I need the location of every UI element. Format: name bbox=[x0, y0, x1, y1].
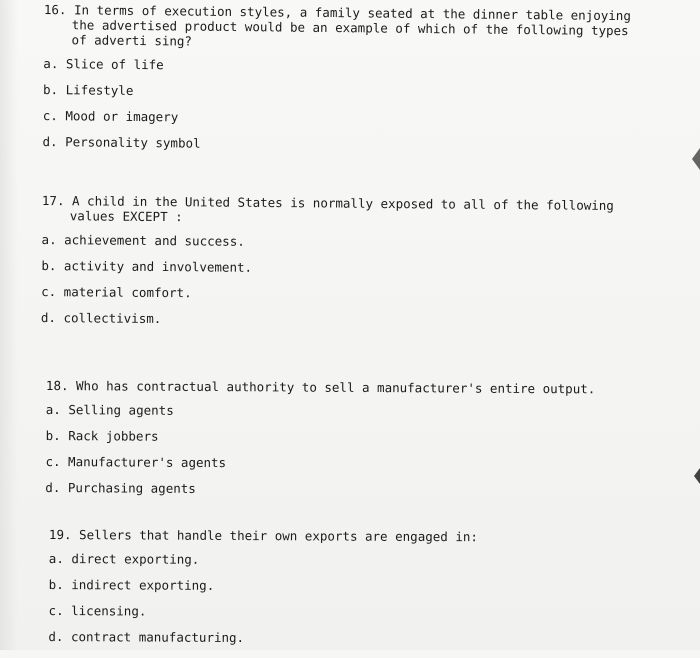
answer-option: a. direct exporting. bbox=[48, 550, 200, 567]
answer-option: a. Selling agents bbox=[45, 401, 174, 418]
question-stem: 19. Sellers that handle their own exports are engaged in: bbox=[48, 527, 478, 545]
page-edge-mark bbox=[694, 468, 700, 484]
question-17 bbox=[41, 193, 642, 341]
answer-option: d. Personality symbol bbox=[42, 133, 201, 151]
answer-option: c. material comfort. bbox=[41, 283, 192, 301]
answer-option: d. Purchasing agents bbox=[45, 479, 196, 496]
answer-option: c. Mood or imagery bbox=[42, 107, 179, 125]
answer-option: d. contract manufacturing. bbox=[48, 628, 245, 646]
page-shadow bbox=[0, 0, 18, 650]
answer-option: b. indirect exporting. bbox=[48, 576, 215, 593]
answer-option: b. Lifestyle bbox=[43, 81, 134, 98]
question-stem: 17. A child in the United States is normally exposed to all of the following values EXCEPT : bbox=[41, 193, 614, 225]
question-16 bbox=[42, 2, 644, 166]
page-edge-mark bbox=[692, 148, 700, 170]
question-stem: 16. In terms of execution styles, a family seated at the dinner table enjoying the advertised product would be an example of which of the following types of adverti sing? bbox=[43, 2, 631, 49]
answer-option: b. Rack jobbers bbox=[45, 427, 159, 444]
answer-option: c. Manufacturer's agents bbox=[45, 453, 227, 471]
answer-option: a. achievement and success. bbox=[41, 231, 245, 249]
answer-option: d. collectivism. bbox=[40, 309, 162, 327]
question-18 bbox=[45, 378, 606, 509]
question-stem: 18. Who has contractual authority to sell a manufacturer's entire output. bbox=[45, 378, 596, 397]
question-19 bbox=[48, 527, 609, 658]
answer-option: a. Slice of life bbox=[43, 55, 164, 73]
answer-option: b. activity and involvement. bbox=[41, 257, 253, 275]
answer-option: c. licensing. bbox=[48, 602, 147, 619]
